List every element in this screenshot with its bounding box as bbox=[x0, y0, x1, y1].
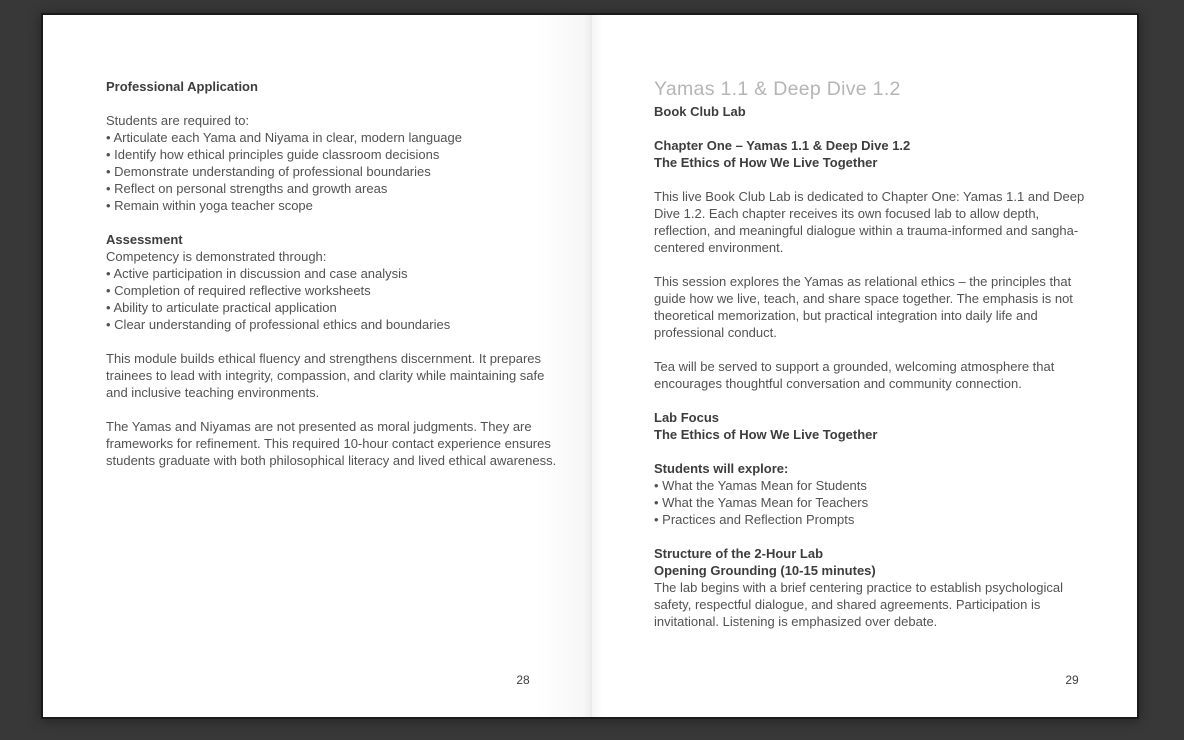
book-spread bbox=[41, 13, 1139, 719]
text-block bbox=[106, 78, 561, 95]
page-left bbox=[43, 15, 592, 717]
body-line: The Yamas and Niyamas are not presented as moral judgments. They are frameworks for refinement. This required 10-hour contact experience ensures students graduate with both philosophical literacy and lived ethical awareness. bbox=[106, 419, 557, 468]
text-block bbox=[106, 350, 561, 401]
heading-line: Assessment bbox=[106, 232, 183, 247]
text-block bbox=[654, 460, 1099, 528]
page-number-right: 29 bbox=[1065, 673, 1079, 687]
body-line: • Practices and Reflection Prompts bbox=[654, 512, 855, 527]
body-line: • Ability to articulate practical application bbox=[106, 300, 337, 315]
body-line: The lab begins with a brief centering practice to establish psychological safety, respectful dialogue, and shared agreements. Participation is invitational. Listening is emphasized over debate. bbox=[654, 580, 1064, 629]
page-number-left: 28 bbox=[516, 673, 530, 687]
heading-line: Lab Focus bbox=[654, 410, 720, 425]
text-block bbox=[654, 409, 1099, 443]
body-line: • Articulate each Yama and Niyama in clear, modern language bbox=[106, 130, 463, 145]
body-line: Tea will be served to support a grounded, welcoming atmosphere that encourages thoughtful conversation and community connection. bbox=[654, 359, 1055, 391]
body-line: This live Book Club Lab is dedicated to Chapter One: Yamas 1.1 and Deep Dive 1.2. Each chapter receives its own focused lab to allow depth, reflection, and meaningful dialogue within a trauma-informed and sangha-centered environment. bbox=[654, 189, 1085, 255]
body-line: • What the Yamas Mean for Teachers bbox=[654, 495, 869, 510]
text-block bbox=[106, 112, 561, 214]
heading-line: The Ethics of How We Live Together bbox=[654, 155, 878, 170]
text-block bbox=[654, 358, 1099, 392]
heading-line: Chapter One – Yamas 1.1 & Deep Dive 1.2 bbox=[654, 138, 911, 153]
body-line: • Active participation in discussion and case analysis bbox=[106, 266, 408, 281]
heading-line: Book Club Lab bbox=[654, 104, 746, 119]
text-block bbox=[106, 418, 561, 469]
heading-line: Professional Application bbox=[106, 79, 258, 94]
page-left-content bbox=[106, 78, 561, 469]
heading-line: Students will explore: bbox=[654, 461, 789, 476]
text-block bbox=[654, 545, 1099, 630]
text-block bbox=[106, 231, 561, 333]
body-line: This module builds ethical fluency and strengthens discernment. It prepares trainees to lead with integrity, compassion, and clarity while maintaining safe and inclusive teaching environments. bbox=[106, 351, 545, 400]
body-line: • Remain within yoga teacher scope bbox=[106, 198, 313, 213]
page-right-content bbox=[654, 77, 1099, 630]
text-block bbox=[654, 188, 1099, 256]
body-line: • What the Yamas Mean for Students bbox=[654, 478, 867, 493]
body-line: • Clear understanding of professional ethics and boundaries bbox=[106, 317, 451, 332]
body-line: • Reflect on personal strengths and growth areas bbox=[106, 181, 388, 196]
body-line: Competency is demonstrated through: bbox=[106, 249, 327, 264]
heading-line: Structure of the 2-Hour Lab bbox=[654, 546, 824, 561]
body-line: • Demonstrate understanding of professional boundaries bbox=[106, 164, 431, 179]
text-block bbox=[654, 137, 1099, 171]
section-title: Yamas 1.1 & Deep Dive 1.2 bbox=[654, 78, 901, 100]
body-line: • Completion of required reflective worksheets bbox=[106, 283, 371, 298]
page-right bbox=[592, 15, 1137, 717]
body-line: This session explores the Yamas as relational ethics – the principles that guide how we live, teach, and share space together. The emphasis is not theoretical memorization, but practical integration into daily life and professional conduct. bbox=[654, 274, 1073, 340]
heading-line: Opening Grounding (10-15 minutes) bbox=[654, 563, 876, 578]
body-line: Students are required to: bbox=[106, 113, 250, 128]
body-line: • Identify how ethical principles guide classroom decisions bbox=[106, 147, 440, 162]
heading-line: The Ethics of How We Live Together bbox=[654, 427, 878, 442]
text-block bbox=[654, 77, 1099, 120]
text-block bbox=[654, 273, 1099, 341]
